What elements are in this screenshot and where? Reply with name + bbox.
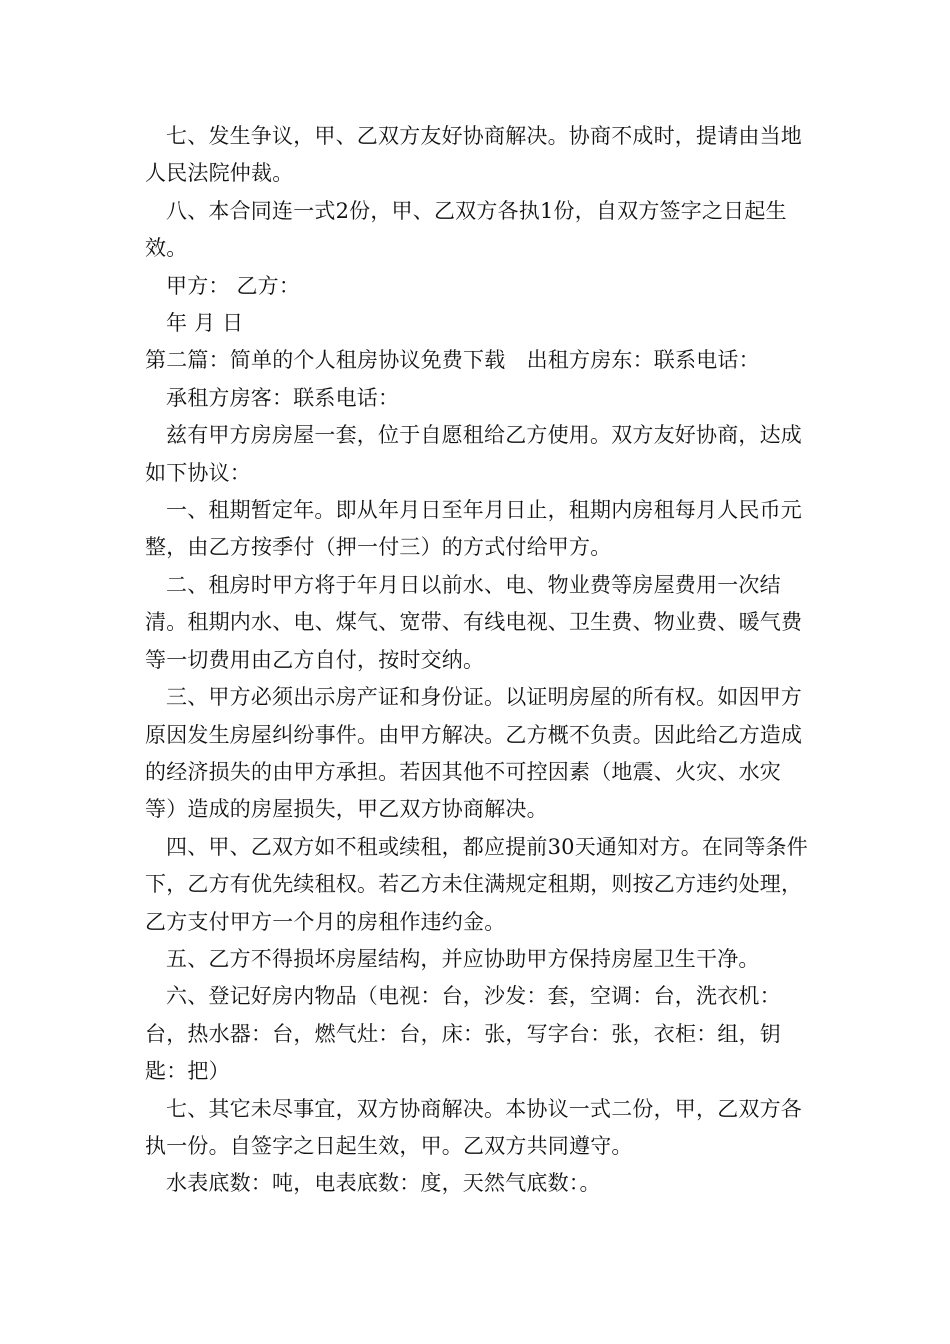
clause-8-copies: 八、本合同连一式2份，甲、乙双方各执1份，自双方签字之日起生效。 [145,198,787,261]
clause-2-fees: 二、租房时甲方将于年月日以前水、电、物业费等房屋费用一次结清。租期内水、电、煤气、宽带、有线电视、卫生费、物业费、暖气费等一切费用由乙方自付，按时交纳。 [145,572,803,672]
tenant-contact: 承租方房客：联系电话： [166,385,400,410]
clause-3-ownership: 三、甲方必须出示房产证和身份证。以证明房屋的所有权。如因甲方原因发生房屋纠纷事件。由甲方解决。乙方概不负责。因此给乙方造成的经济损失的由甲方承担。若因其他不可控因素（地震、火灾、水灾等）造成的房屋损失，甲乙双方协商解决。 [145,685,803,822]
clause-4-renewal: 四、甲、乙双方如不租或续租，都应提前30天通知对方。在同等条件下，乙方有优先续租权。若乙方未住满规定租期，则按乙方违约处理，乙方支付甲方一个月的房租作违约金。 [145,834,808,934]
clause-6-inventory: 六、登记好房内物品（电视：台，沙发：套，空调：台，洗衣机：台，热水器：台，燃气灶：台，床：张，写字台：张，衣柜：组，钥匙：把） [145,984,781,1084]
signature-parties: 甲方： 乙方： [166,273,301,298]
agreement-intro: 兹有甲方房房屋一套，位于自愿租给乙方使用。双方友好协商，达成如下协议： [145,423,802,485]
clause-5-structure: 五、乙方不得损坏房屋结构，并应协助甲方保持房屋卫生干净。 [166,946,760,971]
section-two-heading: 第二篇：简单的个人租房协议免费下载 出租方房东：联系电话： [145,348,760,373]
clause-7-dispute: 七、发生争议，甲、乙双方友好协商解决。协商不成时，提请由当地人民法院仲裁。 [145,124,802,186]
document-body [145,118,810,1203]
clause-1-term: 一、租期暂定年。即从年月日至年月日止，租期内房租每月人民币元整，由乙方按季付（押一付三）的方式付给甲方。 [145,498,802,560]
signature-date: 年 月 日 [166,311,244,336]
meter-readings: 水表底数：吨，电表底数：度，天然气底数：。 [166,1171,601,1196]
clause-7-other: 七、其它未尽事宜，双方协商解决。本协议一式二份，甲，乙双方各执一份。自签字之日起生效，甲。乙双方共同遵守。 [145,1096,802,1158]
